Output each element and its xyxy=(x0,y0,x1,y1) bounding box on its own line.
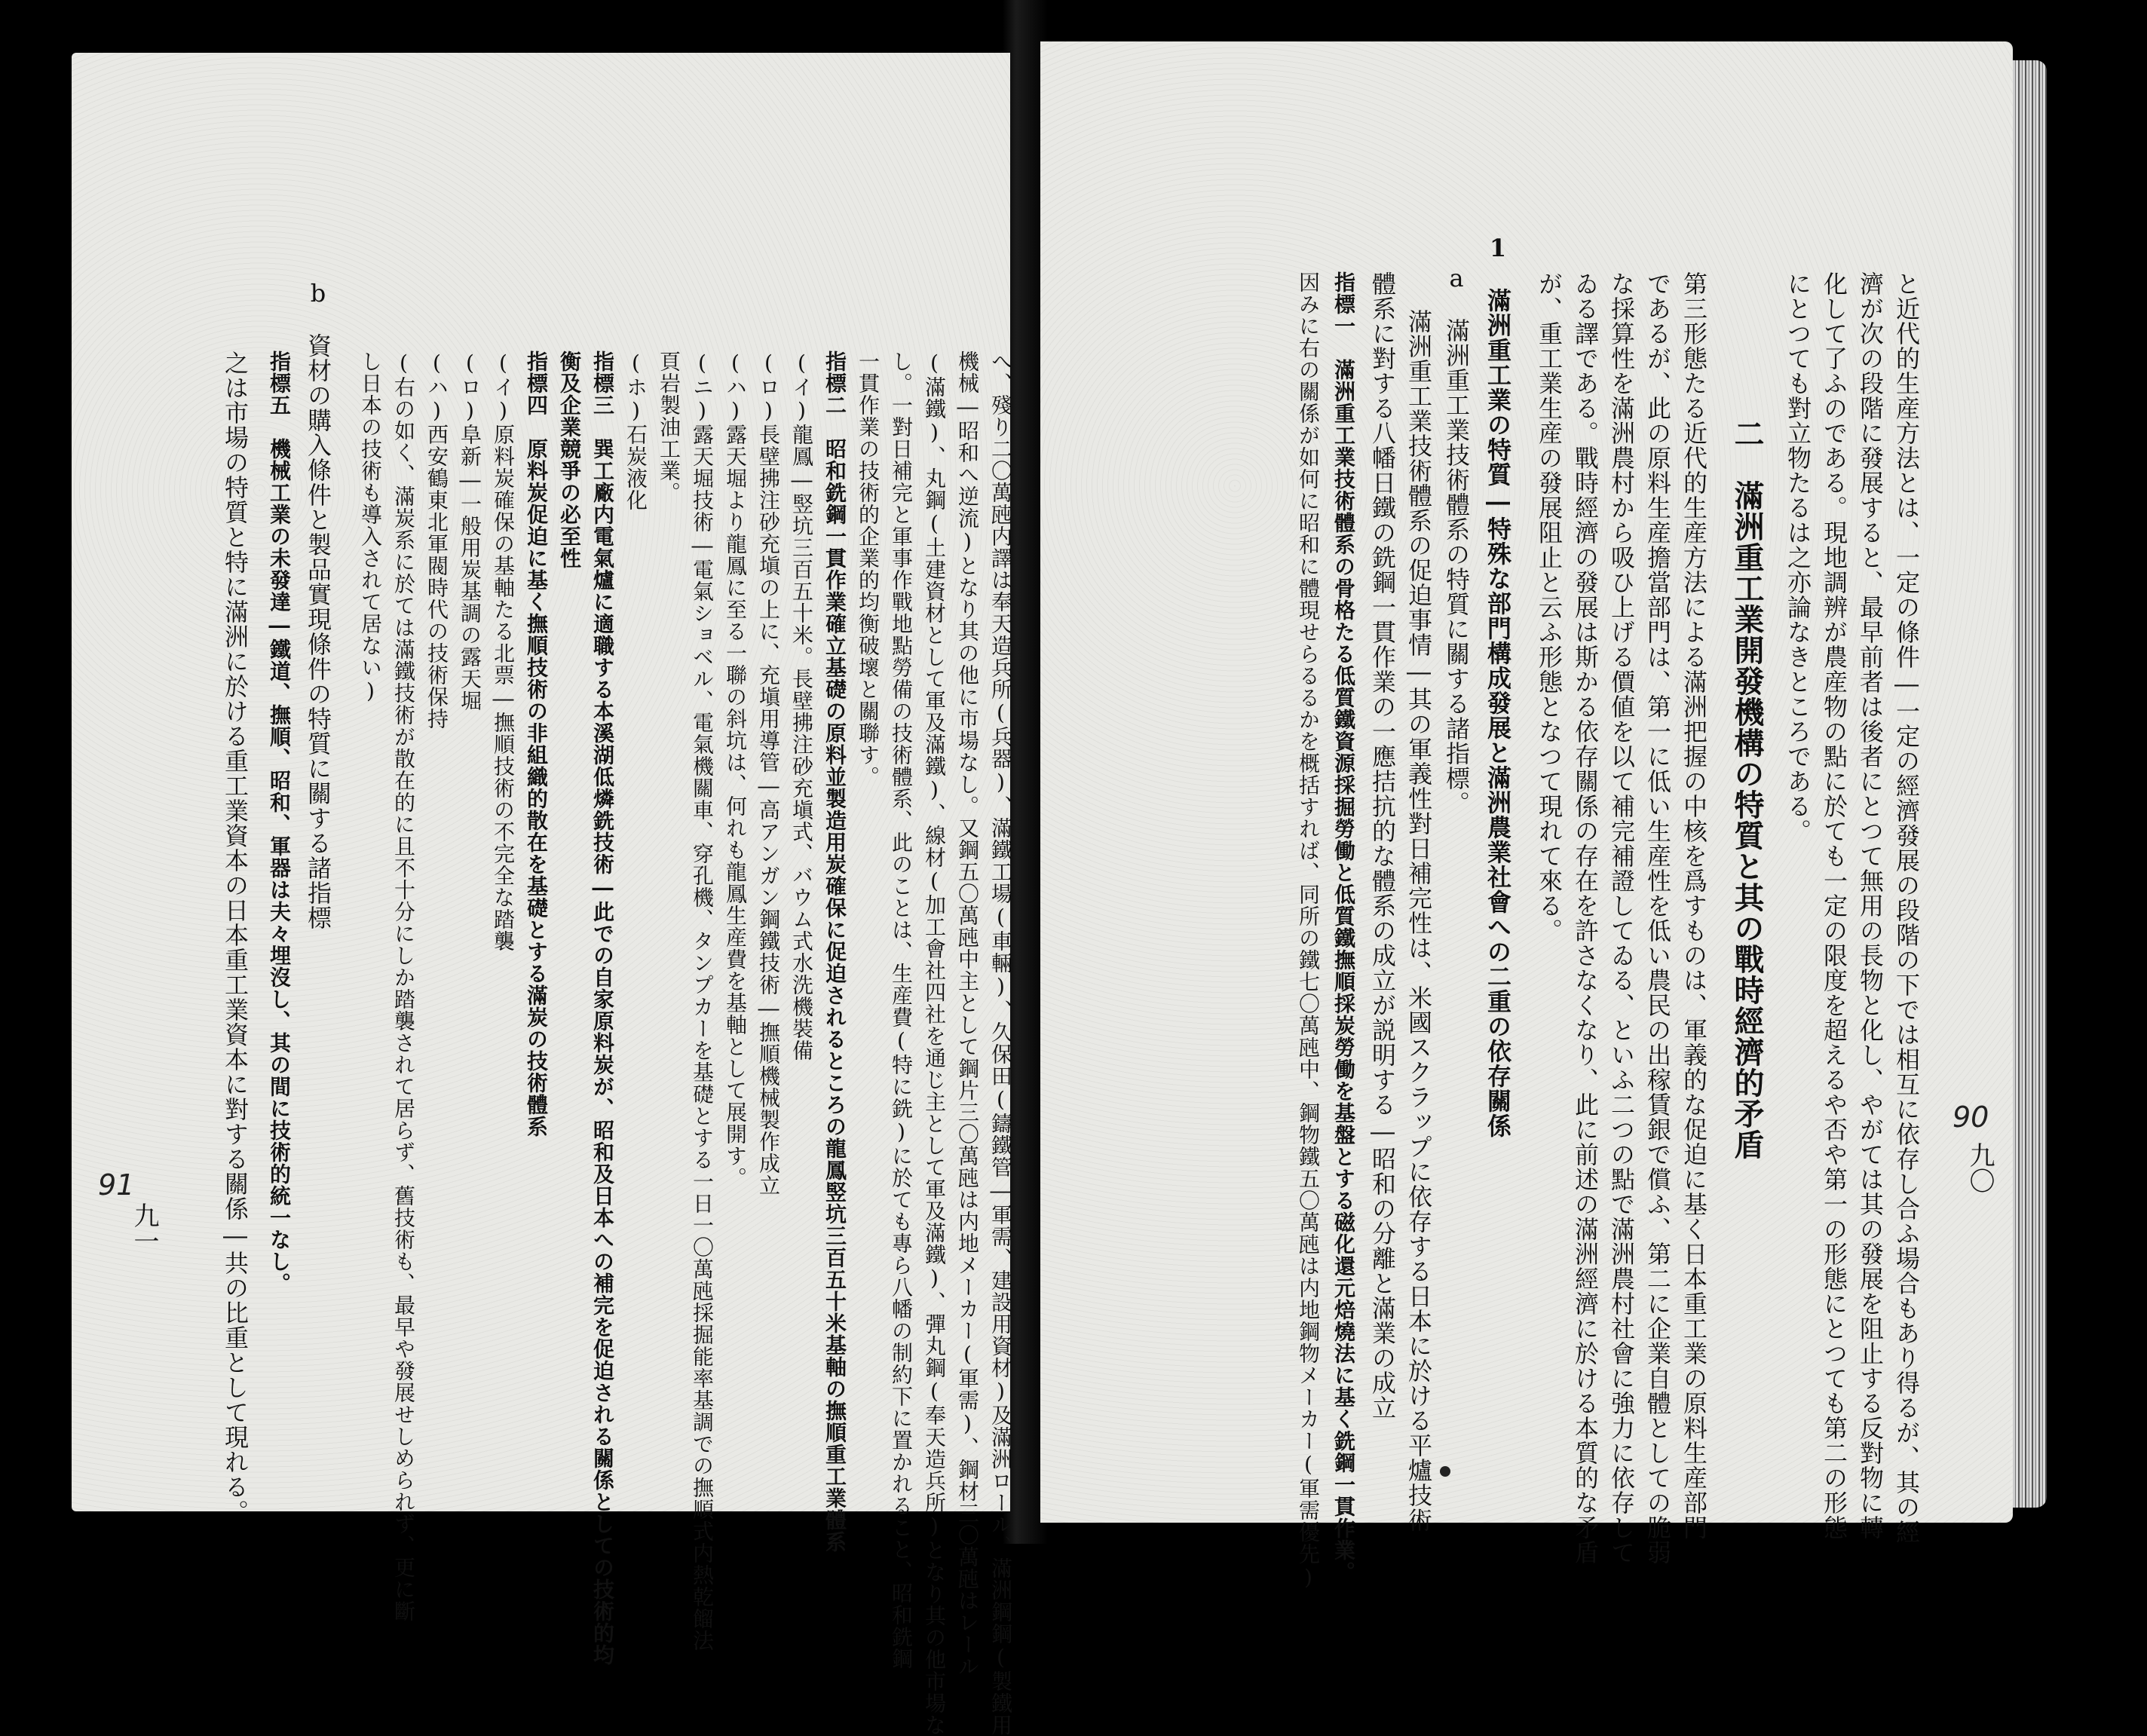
left-text-column-3: (滿鐵)、丸鋼(土建資材として軍及滿鐵)、線材(加工會社四社を通じ主として軍及滿鐵)、彈丸鋼(奉天造兵所)となり其の他市場な xyxy=(922,351,947,1736)
section-a-heading: a 滿洲重工業技術體系の特質に關する諸指標。 xyxy=(1442,264,1471,816)
left-text-column-12: (ホ)石炭液化 xyxy=(623,351,648,511)
left-text-column-7: (イ)龍鳳―竪坑三百五十米。長壁拂注砂充塡式、バウム式水洗機裝備 xyxy=(789,351,814,1061)
right-page xyxy=(1040,41,2013,1591)
right-text-column-14: 體系に對する八幡日鐵の銑鋼一貫作業の一應拮抗的な體系の成立が説明する―昭和の分離と滿業の成立 xyxy=(1368,271,1397,1420)
right-text-column-7: であるが、此の原料生産擔當部門は、第一に低い生産性を低い農民の出稼賃銀で償ふ、第二に企業自體としての脆弱 xyxy=(1643,271,1672,1565)
left-text-column-8: (ロ)長壁拂注砂充塡の上に、充塡用導管―高アンガン鋼鐵技術―撫順機械製作成立 xyxy=(756,351,781,1196)
right-text-column-16: 因みに右の關係が如何に昭和に體現せらるるかを概括すれば、同所の鐵七〇萬瓲中、鋼物鐵五〇萬瓲は内地鋼物メーカー(軍需優先) xyxy=(1296,271,1321,1591)
left-text-column-18: (ハ)西安鶴東北軍閥時代の技術保持 xyxy=(424,351,449,730)
left-text-column-20: し日本の技術も導入されて居ない) xyxy=(358,351,383,704)
chapter-heading: 二 滿洲重工業開發機構の特質と其の戰時經濟的矛盾 xyxy=(1729,418,1765,1160)
left-text-column-16: (イ)原料炭確保の基軸たる北票―撫順技術の不完全な踏襲 xyxy=(491,351,516,952)
left-indicator-5: 指標五 機械工業の未發達―鐵道、撫順、昭和、軍器は夫々埋沒し、其の間に技術的統一なし。 xyxy=(267,351,292,1294)
left-text-column-4: し。一對日補完と軍事作戰地點勞備の技術體系、此のことは、生産費(特に銑)に於ても專ら八幡の制約下に置かれること、昭和銑鋼 xyxy=(889,351,914,1670)
left-text-column-10: (ニ)露天堀技術―電氣ショベル、電氣機關車、穿孔機、タンプカーを基礎とする一日一〇萬瓲採掘能率基調での撫順式内熱乾餾法 xyxy=(690,351,715,1652)
section-1-heading: 1 滿洲重工業の特質―特殊な部門構成發展と滿洲農業社會への二重の依存關係 xyxy=(1484,234,1512,1138)
left-text-column-1: へ、殘り二〇萬瓲内譯は奉天造兵所(兵器)、滿鐵工場(車輛)、久保田(鑄鐵管―軍需、建設用資材)及滿洲ロール、滿洲鋼鋼(製鐵用 xyxy=(988,351,1013,1736)
left-text-column-23: 之は市場の特質と特に滿洲に於ける重工業資本の日本重工業資本に對する關係―共の比重として現れる。 xyxy=(221,351,250,1524)
left-text-column-2: 機械―昭和へ逆流)となり其の他に市場なし。又鋼五〇萬瓲中主として鋼片三〇萬瓲は内地メーカー(軍需)、鋼材三〇萬瓲はレール xyxy=(955,351,980,1677)
left-indicator-3-cont: 衡及企業競爭の必至性 xyxy=(557,351,582,569)
left-text-column-11: 頁岩製油工業。 xyxy=(657,351,681,504)
right-indicator-1: 指標一 滿洲重工業技術體系の骨格たる低質鐵資源採掘勞働と低質鐵撫順採炭勞働を基盤とする磁化還元焙燒法に基く銑鋼一貫作業。 xyxy=(1331,271,1356,1583)
right-page-number: 九〇 xyxy=(1965,1142,1995,1193)
left-page xyxy=(72,53,1013,1736)
left-text-column-19: (右の如く、滿炭系に於ては滿鐵技術が散在的に且不十分にしか踏襲されて居らず、舊技術も、最早や發展せしめられず、更に斷 xyxy=(391,351,416,1622)
right-text-column-8: な採算性を滿洲農村から吸ひ上げる價値を以て補完補證してゐる、といふ二つの點で滿洲農村社會に強力に依存して xyxy=(1607,271,1636,1565)
right-text-column-3: 化して了ふのである。現地調辨が農産物の點に於ても一定の限度を超えるや否や第一の形態にとつても第二の形態 xyxy=(1820,271,1848,1540)
right-text-column-6: 第三形態たる近代的生産方法による滿洲把握の中核を爲すものは、軍義的な促迫に基く日本重工業の原料生産部門 xyxy=(1680,271,1708,1540)
right-text-column-2: 濟が次の段階に發展すると、最早前者は後者にとつて無用の長物と化し、やがては其の發展を阻止する反對物に轉 xyxy=(1856,271,1885,1540)
left-indicator-4: 指標四 原料炭促迫に基く撫順技術の非組織的散在を基礎とする滿炭の技術體系 xyxy=(524,351,549,1137)
left-handwritten-number: 91 xyxy=(98,1168,135,1202)
right-text-column-9: ゐる譯である。戰時經濟の發展は斯かる依存關係の存在を許さなくなり、此に前述の滿洲經濟に於ける本質的な矛盾 xyxy=(1571,271,1600,1565)
left-indicator-2: 指標二 昭和銑鋼一貫作業確立基礎の原料並製造用炭確保に促迫されるところの龍鳳竪坑三百五十米基軸の撫順重工業體系 xyxy=(822,351,847,1553)
left-page-number: 九一 xyxy=(129,1202,159,1254)
right-text-column-10: が、重工業生産の發展阻止と云ふ形態となつて現れて來る。 xyxy=(1535,271,1564,943)
right-text-column-4: にとつても對立物たるは之亦論なきところである。 xyxy=(1784,271,1812,844)
right-text-column-1: と近代的生産方法とは、一定の條件―一定の經濟發展の段階の下では相互に依存し合ふ場合もあり得るが、其の經 xyxy=(1892,271,1921,1545)
left-text-column-17: (ロ)阜新―一般用炭基調の露天堀 xyxy=(458,351,482,712)
left-indicator-3: 指標三 巽工廠内電氣爐に適職する本溪湖低燐銑技術―此での自家原料炭が、昭和及日本への補完を促迫される關係としての技術的均 xyxy=(590,351,615,1666)
ink-spot xyxy=(1440,1466,1450,1477)
left-section-b: b 資材の購入條件と製品實現條件の特質に關する諸指標 xyxy=(304,279,332,930)
right-handwritten-number: 90 xyxy=(1953,1101,1989,1134)
left-text-column-9: (ハ)露天堀より龍鳳に至る一聯の斜坑は、何れも龍鳳生産費を基軸として展開す。 xyxy=(723,351,748,1189)
left-text-column-5: 一貫作業の技術的企業的均衡破壞と關聯す。 xyxy=(856,351,881,788)
right-text-column-13: 滿洲重工業技術體系の促迫事情―其の軍義性對日補完性は、米國スクラップに依存する日本に於ける平爐技術 xyxy=(1404,309,1433,1532)
